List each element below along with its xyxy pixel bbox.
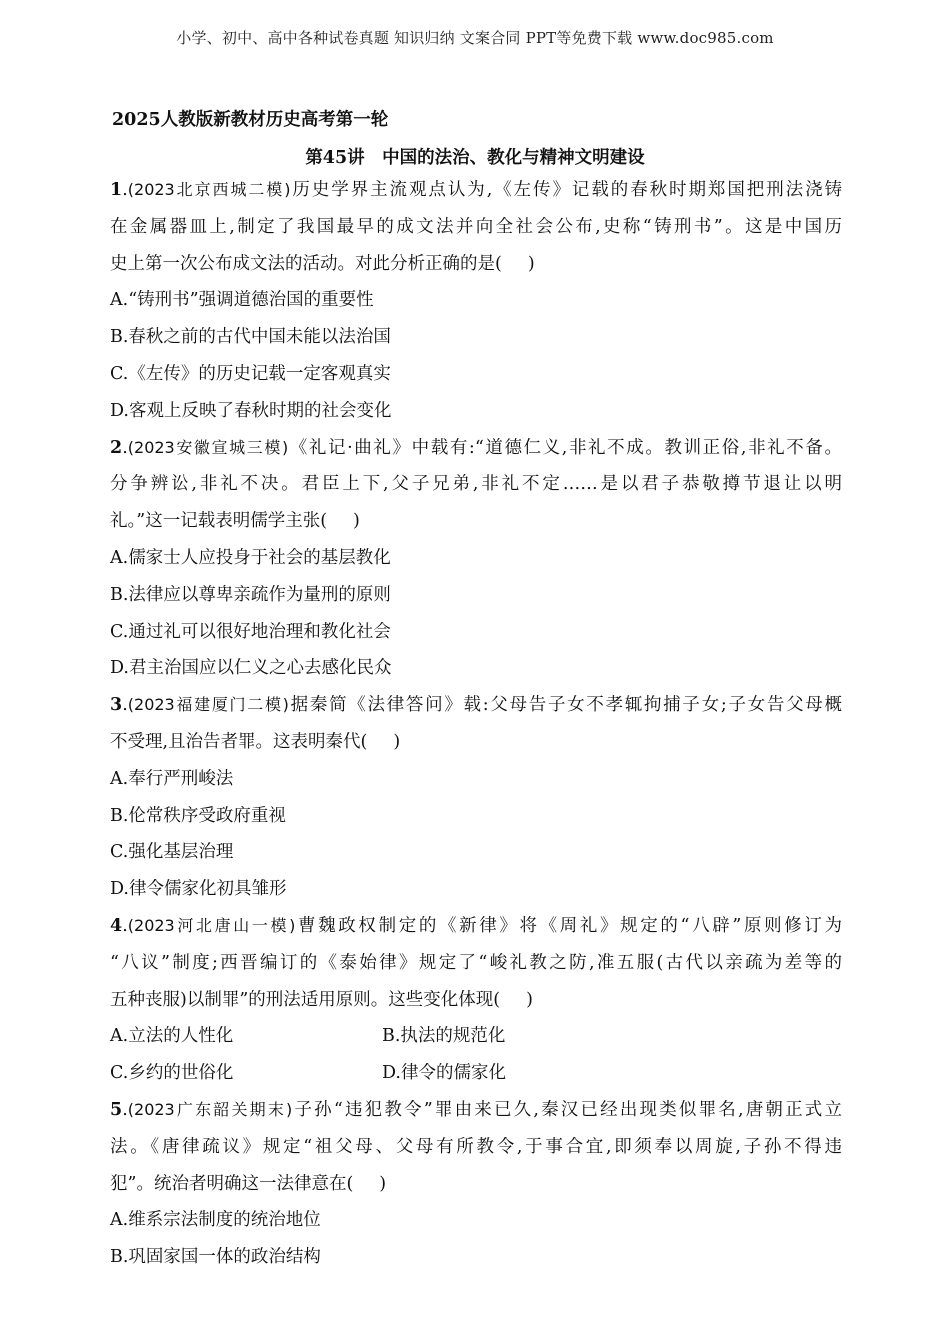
option-b: B.法律应以尊卑亲疏作为量刑的原则 <box>110 584 391 605</box>
question-stem-line: “八议”制度;西晋编订的《泰始律》规定了“峻礼教之防,准五服(古代以亲疏为差等的 <box>110 952 842 973</box>
question-source: (2023河北唐山一模) <box>127 915 296 935</box>
option-d: D.君主治国应以仁义之心去感化民众 <box>110 658 392 679</box>
question-stem-line: 4.(2023河北唐山一模)曹魏政权制定的《新律》将《周礼》规定的“八辟”原则修订为 <box>110 915 842 936</box>
question-stem-line: 2.(2023安徽宣城三模)《礼记·曲礼》中载有:“道德仁义,非礼不成。教训正俗,非礼不备。 <box>110 437 842 458</box>
page-header: 小学、初中、高中各种试卷真题 知识归纳 文案合同 PPT等免费下载 www.doc985.com <box>176 29 774 47</box>
question-stem-line: 史上第一次公布成文法的活动。对此分析正确的是( ) <box>110 253 535 274</box>
option-d: D.律令儒家化初具雏形 <box>110 879 287 900</box>
question-stem-line: 法。《唐律疏议》规定“祖父母、父母有所教令,于事合宜,即须奉以周旋,子孙不得违 <box>110 1136 842 1157</box>
question-stem-line: 不受理,且治告者罪。这表明秦代( ) <box>110 731 401 752</box>
question-number: 5 <box>110 1099 123 1120</box>
option-d: D.客观上反映了春秋时期的社会变化 <box>110 400 392 421</box>
question-2 <box>110 430 842 688</box>
option-b: B.春秋之前的古代中国未能以法治国 <box>110 327 391 348</box>
lecture-title: 第45讲 中国的法治、教化与精神文明建设 <box>305 148 645 168</box>
question-stem-line: 1.(2023北京西城二模)历史学界主流观点认为,《左传》记载的春秋时期郑国把刑法浇铸 <box>110 180 842 200</box>
option-a: A.维系宗法制度的统治地位 <box>110 1210 321 1231</box>
question-4 <box>110 908 842 1092</box>
question-stem-line: 分争辨讼,非礼不决。君臣上下,父子兄弟,非礼不定……是以君子恭敬撙节退让以明 <box>110 474 842 495</box>
question-5 <box>110 1092 842 1276</box>
option-a: A.奉行严刑峻法 <box>110 768 234 789</box>
option-b: B.巩固家国一体的政治结构 <box>110 1247 321 1268</box>
option-row <box>110 1055 842 1092</box>
question-number: 4 <box>110 915 123 936</box>
question-stem-line: 犯”。统治者明确这一法律意在( ) <box>110 1173 387 1194</box>
question-1 <box>110 172 842 430</box>
question-stem-line: 五种丧服)以制罪”的刑法适用原则。这些变化体现( ) <box>110 989 533 1010</box>
option-a: A.立法的人性化 <box>110 1026 234 1047</box>
option-row <box>110 1018 842 1055</box>
question-stem-line: 在金属器皿上,制定了我国最早的成文法并向全社会公布,史称“铸刑书”。这是中国历 <box>110 216 842 237</box>
question-source: (2023安徽宣城三模) <box>127 437 289 457</box>
question-3 <box>110 687 842 908</box>
question-number: 3 <box>110 695 123 716</box>
option-a: A.儒家士人应投身于社会的基层教化 <box>110 547 391 568</box>
question-stem-line: 3.(2023福建厦门二模)据秦简《法律答问》载:父母告子女不孝辄拘捕子女;子女告父母概 <box>110 695 842 716</box>
option-b: B.执法的规范化 <box>382 1026 506 1047</box>
question-list <box>110 172 842 1276</box>
option-c: C.强化基层治理 <box>110 842 234 863</box>
question-source: (2023广东韶关期末) <box>127 1099 293 1119</box>
option-c: C.《左传》的历史记载一定客观真实 <box>110 363 391 384</box>
option-c: C.通过礼可以很好地治理和教化社会 <box>110 621 391 642</box>
option-d: D.律令的儒家化 <box>382 1063 506 1084</box>
option-c: C.乡约的世俗化 <box>110 1063 234 1084</box>
question-source: (2023福建厦门二模) <box>127 695 289 715</box>
question-source: (2023北京西城二模) <box>127 180 291 199</box>
question-stem-line: 礼。”这一记载表明儒学主张( ) <box>110 511 360 532</box>
question-number: 1 <box>110 180 123 200</box>
option-b: B.伦常秩序受政府重视 <box>110 805 286 826</box>
series-title: 2025人教版新教材历史高考第一轮 <box>112 110 389 130</box>
question-number: 2 <box>110 437 123 458</box>
option-a: A.“铸刑书”强调道德治国的重要性 <box>110 290 374 311</box>
question-stem-line: 5.(2023广东韶关期末)子孙“违犯教令”罪由来已久,秦汉已经出现类似罪名,唐朝正式立 <box>110 1099 842 1120</box>
